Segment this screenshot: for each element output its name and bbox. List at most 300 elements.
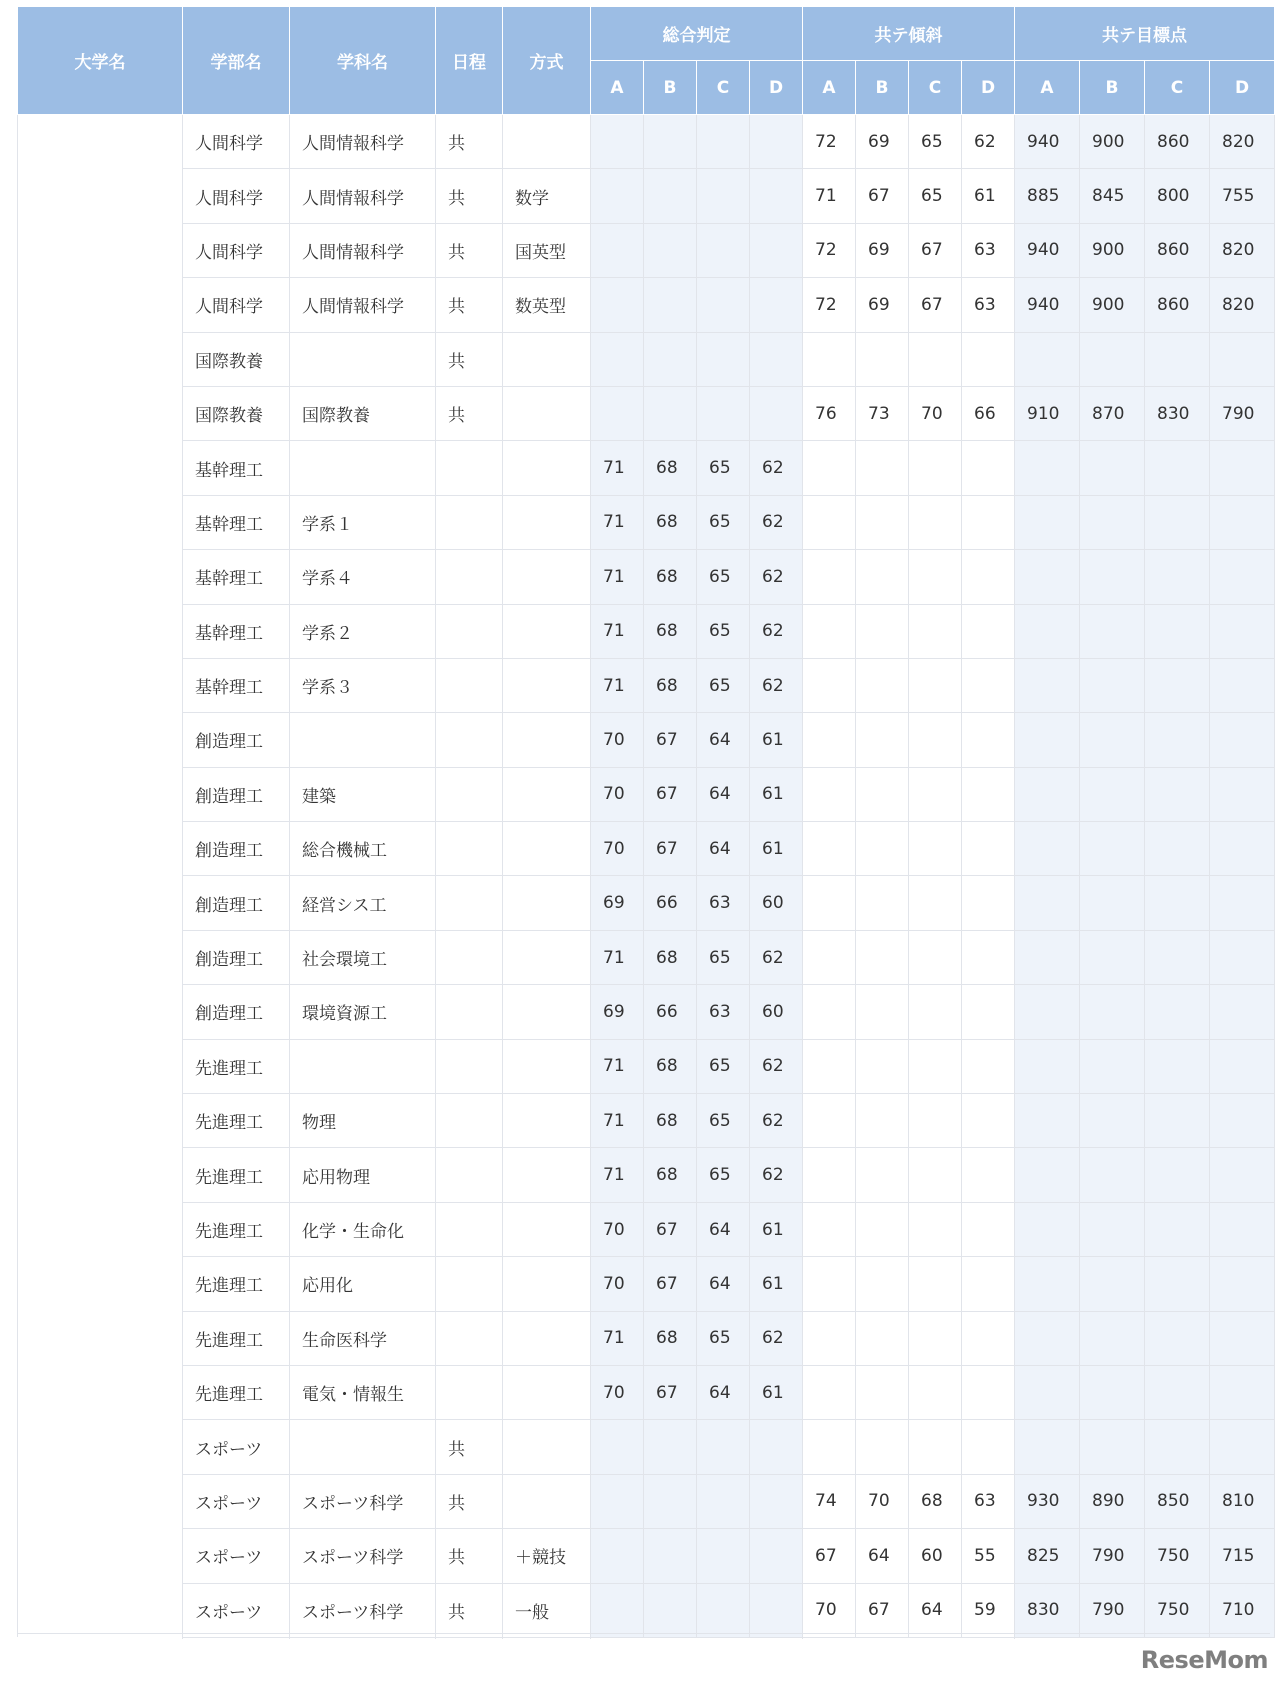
keisha-score-cell bbox=[856, 1148, 909, 1202]
mokuhyo-score-cell bbox=[1015, 1311, 1080, 1365]
sogo-score-cell bbox=[697, 1420, 750, 1474]
sogo-score-cell: 61 bbox=[750, 767, 803, 821]
header-university: 大学名 bbox=[18, 7, 183, 115]
sogo-score-cell bbox=[591, 278, 644, 332]
mokuhyo-score-cell: 755 bbox=[1210, 169, 1275, 223]
keisha-score-cell bbox=[803, 1311, 856, 1365]
mokuhyo-score-cell bbox=[1210, 550, 1275, 604]
keisha-score-cell bbox=[909, 441, 962, 495]
sogo-score-cell bbox=[697, 115, 750, 169]
mokuhyo-score-cell: 930 bbox=[1015, 1474, 1080, 1528]
mokuhyo-score-cell bbox=[1080, 1202, 1145, 1256]
faculty-cell: 人間科学 bbox=[183, 115, 290, 169]
method-cell bbox=[503, 822, 591, 876]
schedule-cell bbox=[436, 822, 503, 876]
header-grade: D bbox=[1210, 61, 1275, 115]
keisha-score-cell bbox=[803, 1039, 856, 1093]
sogo-score-cell bbox=[591, 386, 644, 440]
schedule-cell bbox=[436, 985, 503, 1039]
faculty-cell: 先進理工 bbox=[183, 1094, 290, 1148]
sogo-score-cell: 71 bbox=[591, 930, 644, 984]
table-row bbox=[18, 1583, 1275, 1637]
sogo-score-cell bbox=[697, 1474, 750, 1528]
mokuhyo-score-cell: 790 bbox=[1080, 1529, 1145, 1583]
sogo-score-cell bbox=[644, 332, 697, 386]
sogo-score-cell: 64 bbox=[697, 1257, 750, 1311]
keisha-score-cell bbox=[856, 1311, 909, 1365]
keisha-score-cell bbox=[803, 822, 856, 876]
mokuhyo-score-cell bbox=[1080, 550, 1145, 604]
mokuhyo-score-cell bbox=[1210, 332, 1275, 386]
keisha-score-cell bbox=[803, 1148, 856, 1202]
keisha-score-cell: 65 bbox=[909, 169, 962, 223]
sogo-score-cell bbox=[591, 223, 644, 277]
mokuhyo-score-cell bbox=[1015, 1094, 1080, 1148]
table-body bbox=[18, 115, 1275, 1638]
mokuhyo-score-cell bbox=[1015, 876, 1080, 930]
header-department: 学科名 bbox=[290, 7, 436, 115]
keisha-score-cell: 63 bbox=[962, 1474, 1015, 1528]
header-grade: D bbox=[962, 61, 1015, 115]
divider bbox=[502, 1633, 503, 1639]
sogo-score-cell bbox=[697, 386, 750, 440]
mokuhyo-score-cell bbox=[1080, 1311, 1145, 1365]
table-row bbox=[18, 658, 1275, 712]
mokuhyo-score-cell: 940 bbox=[1015, 223, 1080, 277]
keisha-score-cell bbox=[909, 767, 962, 821]
mokuhyo-score-cell bbox=[1145, 495, 1210, 549]
schedule-cell bbox=[436, 1094, 503, 1148]
sogo-score-cell: 62 bbox=[750, 658, 803, 712]
keisha-score-cell: 63 bbox=[962, 278, 1015, 332]
sogo-score-cell: 62 bbox=[750, 604, 803, 658]
mokuhyo-score-cell bbox=[1210, 1039, 1275, 1093]
header-grade: C bbox=[697, 61, 750, 115]
mokuhyo-score-cell bbox=[1145, 767, 1210, 821]
table-row bbox=[18, 767, 1275, 821]
sogo-score-cell bbox=[644, 115, 697, 169]
mokuhyo-score-cell bbox=[1080, 658, 1145, 712]
department-cell: 応用物理 bbox=[290, 1148, 436, 1202]
table-row bbox=[18, 169, 1275, 223]
sogo-score-cell: 68 bbox=[644, 1094, 697, 1148]
keisha-score-cell bbox=[962, 1257, 1015, 1311]
mokuhyo-score-cell: 820 bbox=[1210, 115, 1275, 169]
table-row bbox=[18, 1529, 1275, 1583]
mokuhyo-score-cell bbox=[1080, 1039, 1145, 1093]
mokuhyo-score-cell bbox=[1080, 332, 1145, 386]
faculty-cell: スポーツ bbox=[183, 1474, 290, 1528]
mokuhyo-score-cell bbox=[1145, 930, 1210, 984]
faculty-cell: 国際教養 bbox=[183, 386, 290, 440]
keisha-score-cell bbox=[803, 1094, 856, 1148]
mokuhyo-score-cell bbox=[1145, 985, 1210, 1039]
table-row bbox=[18, 332, 1275, 386]
keisha-score-cell bbox=[856, 332, 909, 386]
faculty-cell: 人間科学 bbox=[183, 223, 290, 277]
method-cell bbox=[503, 930, 591, 984]
faculty-cell: 先進理工 bbox=[183, 1311, 290, 1365]
sogo-score-cell: 67 bbox=[644, 713, 697, 767]
keisha-score-cell bbox=[803, 1202, 856, 1256]
mokuhyo-score-cell: 830 bbox=[1145, 386, 1210, 440]
mokuhyo-score-cell: 820 bbox=[1210, 223, 1275, 277]
faculty-cell: 基幹理工 bbox=[183, 604, 290, 658]
mokuhyo-score-cell bbox=[1210, 1094, 1275, 1148]
keisha-score-cell: 72 bbox=[803, 115, 856, 169]
keisha-score-cell bbox=[962, 495, 1015, 549]
sogo-score-cell: 63 bbox=[697, 876, 750, 930]
schedule-cell: 共 bbox=[436, 278, 503, 332]
sogo-score-cell: 69 bbox=[591, 985, 644, 1039]
sogo-score-cell bbox=[697, 223, 750, 277]
sogo-score-cell: 68 bbox=[644, 1148, 697, 1202]
mokuhyo-score-cell bbox=[1080, 767, 1145, 821]
department-cell: 社会環境工 bbox=[290, 930, 436, 984]
sogo-score-cell bbox=[644, 1474, 697, 1528]
keisha-score-cell: 66 bbox=[962, 386, 1015, 440]
department-cell: 電気・情報生 bbox=[290, 1365, 436, 1419]
header-method: 方式 bbox=[503, 7, 591, 115]
table-row bbox=[18, 495, 1275, 549]
faculty-cell: 基幹理工 bbox=[183, 550, 290, 604]
sogo-score-cell: 65 bbox=[697, 441, 750, 495]
mokuhyo-score-cell bbox=[1015, 985, 1080, 1039]
mokuhyo-score-cell bbox=[1145, 658, 1210, 712]
faculty-cell: 先進理工 bbox=[183, 1257, 290, 1311]
mokuhyo-score-cell bbox=[1015, 1257, 1080, 1311]
schedule-cell: 共 bbox=[436, 169, 503, 223]
keisha-score-cell bbox=[856, 1094, 909, 1148]
keisha-score-cell: 70 bbox=[909, 386, 962, 440]
mokuhyo-score-cell bbox=[1210, 985, 1275, 1039]
sogo-score-cell: 66 bbox=[644, 985, 697, 1039]
sogo-score-cell: 62 bbox=[750, 550, 803, 604]
sogo-score-cell: 71 bbox=[591, 658, 644, 712]
faculty-cell: 人間科学 bbox=[183, 278, 290, 332]
header-grade: B bbox=[1080, 61, 1145, 115]
mokuhyo-score-cell: 820 bbox=[1210, 278, 1275, 332]
schedule-cell bbox=[436, 604, 503, 658]
table-header bbox=[18, 7, 1275, 115]
sogo-score-cell bbox=[591, 1583, 644, 1637]
department-cell: 建築 bbox=[290, 767, 436, 821]
sogo-score-cell: 71 bbox=[591, 441, 644, 495]
header-grade: C bbox=[909, 61, 962, 115]
table-row bbox=[18, 550, 1275, 604]
keisha-score-cell: 60 bbox=[909, 1529, 962, 1583]
header-grade: B bbox=[644, 61, 697, 115]
mokuhyo-score-cell bbox=[1145, 1257, 1210, 1311]
method-cell bbox=[503, 495, 591, 549]
sogo-score-cell bbox=[644, 1529, 697, 1583]
sogo-score-cell bbox=[750, 278, 803, 332]
sogo-score-cell: 64 bbox=[697, 1202, 750, 1256]
table-row bbox=[18, 1202, 1275, 1256]
department-cell: 国際教養 bbox=[290, 386, 436, 440]
keisha-score-cell bbox=[909, 495, 962, 549]
divider bbox=[289, 1633, 290, 1639]
mokuhyo-score-cell: 810 bbox=[1210, 1474, 1275, 1528]
sogo-score-cell bbox=[591, 1420, 644, 1474]
keisha-score-cell: 74 bbox=[803, 1474, 856, 1528]
mokuhyo-score-cell bbox=[1145, 1420, 1210, 1474]
department-cell: 学系４ bbox=[290, 550, 436, 604]
department-cell: 経営シス工 bbox=[290, 876, 436, 930]
sogo-score-cell: 64 bbox=[697, 822, 750, 876]
mokuhyo-score-cell bbox=[1210, 1311, 1275, 1365]
keisha-score-cell bbox=[803, 767, 856, 821]
department-cell: 応用化 bbox=[290, 1257, 436, 1311]
sogo-score-cell: 67 bbox=[644, 1202, 697, 1256]
keisha-score-cell bbox=[962, 332, 1015, 386]
mokuhyo-score-cell: 860 bbox=[1145, 223, 1210, 277]
sogo-score-cell: 71 bbox=[591, 1148, 644, 1202]
sogo-score-cell: 67 bbox=[644, 822, 697, 876]
faculty-cell: 先進理工 bbox=[183, 1039, 290, 1093]
faculty-cell: 創造理工 bbox=[183, 985, 290, 1039]
mokuhyo-score-cell bbox=[1080, 985, 1145, 1039]
mokuhyo-score-cell bbox=[1145, 713, 1210, 767]
keisha-score-cell: 73 bbox=[856, 386, 909, 440]
schedule-cell bbox=[436, 495, 503, 549]
sogo-score-cell: 61 bbox=[750, 713, 803, 767]
faculty-cell: 基幹理工 bbox=[183, 441, 290, 495]
schedule-cell bbox=[436, 1257, 503, 1311]
sogo-score-cell bbox=[697, 1529, 750, 1583]
header-group-mokuhyo: 共テ目標点 bbox=[1015, 7, 1275, 61]
sogo-score-cell bbox=[697, 169, 750, 223]
header-grade: A bbox=[1015, 61, 1080, 115]
mokuhyo-score-cell: 900 bbox=[1080, 223, 1145, 277]
schedule-cell bbox=[436, 441, 503, 495]
mokuhyo-score-cell: 900 bbox=[1080, 115, 1145, 169]
sogo-score-cell: 64 bbox=[697, 767, 750, 821]
sogo-score-cell: 70 bbox=[591, 1257, 644, 1311]
faculty-cell: スポーツ bbox=[183, 1583, 290, 1637]
keisha-score-cell bbox=[909, 713, 962, 767]
method-cell bbox=[503, 1148, 591, 1202]
keisha-score-cell bbox=[962, 604, 1015, 658]
faculty-cell: 人間科学 bbox=[183, 169, 290, 223]
keisha-score-cell: 62 bbox=[962, 115, 1015, 169]
mokuhyo-score-cell bbox=[1080, 876, 1145, 930]
faculty-cell: スポーツ bbox=[183, 1420, 290, 1474]
sogo-score-cell: 67 bbox=[644, 1365, 697, 1419]
mokuhyo-score-cell: 910 bbox=[1015, 386, 1080, 440]
keisha-score-cell: 59 bbox=[962, 1583, 1015, 1637]
keisha-score-cell: 69 bbox=[856, 115, 909, 169]
sogo-score-cell bbox=[591, 1529, 644, 1583]
keisha-score-cell bbox=[962, 550, 1015, 604]
header-schedule: 日程 bbox=[436, 7, 503, 115]
header-grade: D bbox=[750, 61, 803, 115]
divider bbox=[435, 1633, 436, 1639]
department-cell: 学系２ bbox=[290, 604, 436, 658]
sogo-score-cell: 67 bbox=[644, 767, 697, 821]
mokuhyo-score-cell bbox=[1015, 495, 1080, 549]
sogo-score-cell bbox=[750, 386, 803, 440]
sogo-score-cell: 62 bbox=[750, 930, 803, 984]
keisha-score-cell: 61 bbox=[962, 169, 1015, 223]
table-row bbox=[18, 1474, 1275, 1528]
keisha-score-cell bbox=[856, 1202, 909, 1256]
mokuhyo-score-cell bbox=[1080, 441, 1145, 495]
method-cell bbox=[503, 1202, 591, 1256]
sogo-score-cell: 70 bbox=[591, 1202, 644, 1256]
sogo-score-cell: 66 bbox=[644, 876, 697, 930]
department-cell: 物理 bbox=[290, 1094, 436, 1148]
department-cell: 学系３ bbox=[290, 658, 436, 712]
sogo-score-cell: 61 bbox=[750, 1202, 803, 1256]
sogo-score-cell: 71 bbox=[591, 604, 644, 658]
sogo-score-cell: 68 bbox=[644, 930, 697, 984]
method-cell bbox=[503, 713, 591, 767]
mokuhyo-score-cell bbox=[1210, 1420, 1275, 1474]
sogo-score-cell bbox=[697, 332, 750, 386]
department-cell: スポーツ科学 bbox=[290, 1474, 436, 1528]
keisha-score-cell bbox=[962, 1311, 1015, 1365]
keisha-score-cell: 76 bbox=[803, 386, 856, 440]
mokuhyo-score-cell: 860 bbox=[1145, 115, 1210, 169]
mokuhyo-score-cell bbox=[1145, 1094, 1210, 1148]
keisha-score-cell bbox=[962, 930, 1015, 984]
mokuhyo-score-cell bbox=[1145, 1365, 1210, 1419]
sogo-score-cell: 71 bbox=[591, 1311, 644, 1365]
keisha-score-cell bbox=[803, 658, 856, 712]
department-cell: スポーツ科学 bbox=[290, 1583, 436, 1637]
keisha-score-cell bbox=[803, 876, 856, 930]
mokuhyo-score-cell bbox=[1210, 822, 1275, 876]
mokuhyo-score-cell bbox=[1210, 767, 1275, 821]
schedule-cell bbox=[436, 930, 503, 984]
mokuhyo-score-cell: 890 bbox=[1080, 1474, 1145, 1528]
sogo-score-cell: 70 bbox=[591, 1365, 644, 1419]
mokuhyo-score-cell bbox=[1015, 713, 1080, 767]
sogo-score-cell: 60 bbox=[750, 985, 803, 1039]
header-group-sogo: 総合判定 bbox=[591, 7, 803, 61]
mokuhyo-score-cell bbox=[1080, 930, 1145, 984]
mokuhyo-score-cell bbox=[1015, 1039, 1080, 1093]
department-cell: 総合機械工 bbox=[290, 822, 436, 876]
method-cell bbox=[503, 1094, 591, 1148]
keisha-score-cell bbox=[909, 550, 962, 604]
mokuhyo-score-cell bbox=[1210, 1202, 1275, 1256]
table-row bbox=[18, 278, 1275, 332]
schedule-cell bbox=[436, 1311, 503, 1365]
mokuhyo-score-cell: 900 bbox=[1080, 278, 1145, 332]
divider bbox=[17, 1633, 1270, 1634]
schedule-cell: 共 bbox=[436, 1529, 503, 1583]
sogo-score-cell: 62 bbox=[750, 1094, 803, 1148]
sogo-score-cell bbox=[644, 1420, 697, 1474]
sogo-score-cell: 64 bbox=[697, 1365, 750, 1419]
sogo-score-cell: 68 bbox=[644, 1039, 697, 1093]
mokuhyo-score-cell bbox=[1145, 550, 1210, 604]
sogo-score-cell bbox=[591, 332, 644, 386]
faculty-cell: スポーツ bbox=[183, 1529, 290, 1583]
mokuhyo-score-cell bbox=[1210, 1257, 1275, 1311]
keisha-score-cell: 55 bbox=[962, 1529, 1015, 1583]
header-grade: A bbox=[803, 61, 856, 115]
mokuhyo-score-cell: 940 bbox=[1015, 115, 1080, 169]
keisha-score-cell: 72 bbox=[803, 223, 856, 277]
keisha-score-cell bbox=[909, 1311, 962, 1365]
keisha-score-cell bbox=[856, 713, 909, 767]
schedule-cell bbox=[436, 550, 503, 604]
method-cell: 数学 bbox=[503, 169, 591, 223]
department-cell bbox=[290, 1420, 436, 1474]
faculty-cell: 創造理工 bbox=[183, 876, 290, 930]
mokuhyo-score-cell: 870 bbox=[1080, 386, 1145, 440]
mokuhyo-score-cell bbox=[1015, 1420, 1080, 1474]
method-cell bbox=[503, 1039, 591, 1093]
mokuhyo-score-cell bbox=[1210, 1365, 1275, 1419]
keisha-score-cell bbox=[962, 767, 1015, 821]
schedule-cell bbox=[436, 713, 503, 767]
department-cell: 人間情報科学 bbox=[290, 169, 436, 223]
table-continuation bbox=[17, 1633, 1270, 1639]
keisha-score-cell: 64 bbox=[856, 1529, 909, 1583]
table-row bbox=[18, 1420, 1275, 1474]
keisha-score-cell bbox=[803, 1257, 856, 1311]
sogo-score-cell: 69 bbox=[591, 876, 644, 930]
mokuhyo-score-cell: 850 bbox=[1145, 1474, 1210, 1528]
keisha-score-cell bbox=[803, 441, 856, 495]
keisha-score-cell bbox=[909, 332, 962, 386]
keisha-score-cell bbox=[803, 985, 856, 1039]
method-cell bbox=[503, 876, 591, 930]
schedule-cell: 共 bbox=[436, 386, 503, 440]
faculty-cell: 国際教養 bbox=[183, 332, 290, 386]
keisha-score-cell: 70 bbox=[856, 1474, 909, 1528]
sogo-score-cell: 61 bbox=[750, 1257, 803, 1311]
mokuhyo-score-cell: 800 bbox=[1145, 169, 1210, 223]
sogo-score-cell: 62 bbox=[750, 1311, 803, 1365]
keisha-score-cell bbox=[909, 1365, 962, 1419]
method-cell bbox=[503, 1474, 591, 1528]
mokuhyo-score-cell bbox=[1210, 495, 1275, 549]
keisha-score-cell: 68 bbox=[909, 1474, 962, 1528]
mokuhyo-score-cell bbox=[1015, 930, 1080, 984]
mokuhyo-score-cell bbox=[1210, 1148, 1275, 1202]
results-table-container bbox=[17, 6, 1270, 1638]
mokuhyo-score-cell bbox=[1015, 550, 1080, 604]
mokuhyo-score-cell bbox=[1210, 658, 1275, 712]
sogo-score-cell: 65 bbox=[697, 495, 750, 549]
mokuhyo-score-cell bbox=[1145, 1039, 1210, 1093]
sogo-score-cell: 71 bbox=[591, 1039, 644, 1093]
department-cell: 学系１ bbox=[290, 495, 436, 549]
header-faculty: 学部名 bbox=[183, 7, 290, 115]
schedule-cell bbox=[436, 1365, 503, 1419]
sogo-score-cell bbox=[644, 169, 697, 223]
keisha-score-cell bbox=[803, 332, 856, 386]
schedule-cell: 共 bbox=[436, 115, 503, 169]
divider bbox=[590, 1633, 591, 1639]
mokuhyo-score-cell bbox=[1015, 822, 1080, 876]
sogo-score-cell: 62 bbox=[750, 495, 803, 549]
keisha-score-cell bbox=[962, 822, 1015, 876]
keisha-score-cell: 69 bbox=[856, 223, 909, 277]
keisha-score-cell: 65 bbox=[909, 115, 962, 169]
sogo-score-cell: 68 bbox=[644, 441, 697, 495]
schedule-cell: 共 bbox=[436, 223, 503, 277]
sogo-score-cell: 65 bbox=[697, 550, 750, 604]
sogo-score-cell: 65 bbox=[697, 604, 750, 658]
sogo-score-cell: 65 bbox=[697, 1311, 750, 1365]
sogo-score-cell bbox=[750, 1583, 803, 1637]
